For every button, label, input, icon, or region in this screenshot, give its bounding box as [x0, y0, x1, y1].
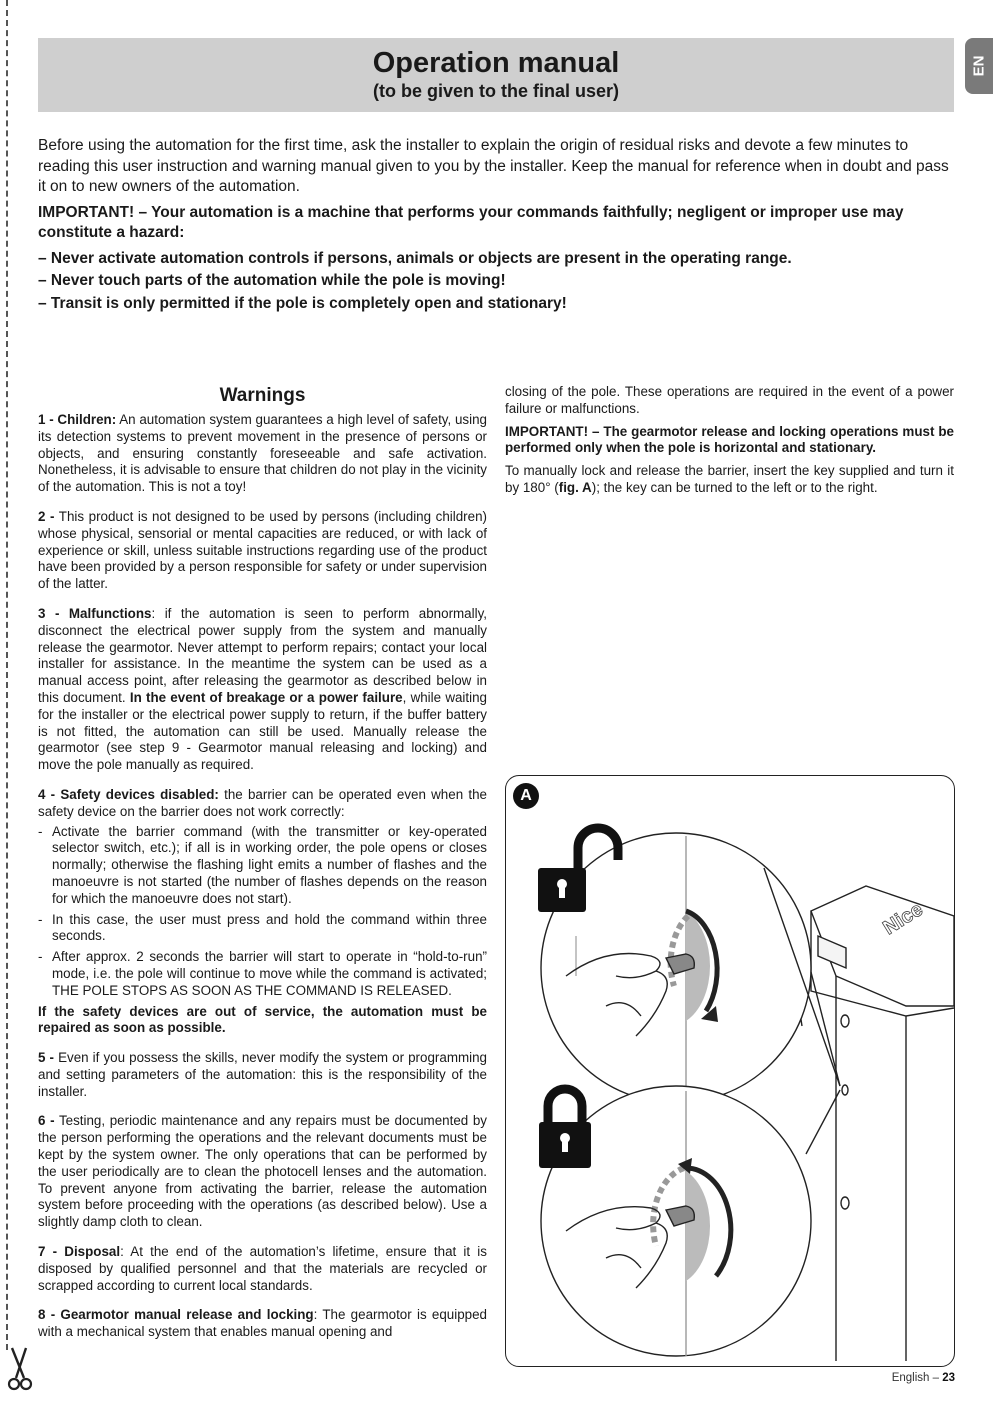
release-text: To manually lock and release the barrier, insert the key supplied and turn it by 180° ( [505, 463, 954, 495]
warning-4-list [38, 824, 487, 1000]
cut-line [6, 0, 8, 1350]
warning-label: 8 - Gearmotor manual release and locking [38, 1307, 314, 1323]
barrier-post [797, 886, 954, 1361]
page-footer [892, 1372, 955, 1384]
warning-text: This product is not designed to be used by persons (including children) whose physical, sensorial or mental capacities are reduced, or with lack of experience or skill, unless suitable instructions regarding use of the product have been provided by a person responsible for safety or under supervision of the latter. [38, 508, 487, 592]
title-banner [38, 38, 954, 112]
padlock-closed-icon [539, 1089, 591, 1168]
release-text: ); the key can be turned to the left or to the right. [591, 479, 878, 495]
intro-important: IMPORTANT! – Your automation is a machine that performs your commands faithfully; negligent or improper use may constitute a hazard: [38, 203, 904, 241]
warning-7 [38, 1244, 487, 1294]
key-release-illustration [506, 776, 954, 1366]
warning-text: Testing, periodic maintenance and any repairs must be documented by the person performing the operations and the relevant documents must be kept by the system owner. The only operations that can be performed by the user periodically are to clean the photocell lenses and the automation. To prevent anyone from activating the barrier, release the automation system before proceeding with the operations (as described below). Use a slightly damp cloth to clean. [38, 1113, 487, 1230]
warning-label: 2 - [38, 508, 55, 524]
warning-label: 6 - [38, 1113, 55, 1129]
intro-rule: – Never touch parts of the automation while the pole is moving! [38, 272, 506, 289]
brand-logo: Nice [879, 898, 927, 940]
warning-label: 7 - Disposal [38, 1244, 121, 1260]
page-title: Operation manual [372, 47, 620, 79]
page-number: 23 [942, 1372, 955, 1384]
intro-section [38, 136, 954, 316]
warning-text: : if the automation is seen to perform abnormally, disconnect the electrical power supply from the system and manually release the gearmotor. Never attempt to perform repairs; contact your local installer for assistance. In the meantime the system can be used as a manual access point, after releasing the gearmotor as described below in this document. [38, 605, 487, 705]
intro-rule: – Transit is only permitted if the pole is completely open and stationary! [38, 294, 567, 312]
scissors-icon [4, 1346, 38, 1392]
warning-label: 3 - Malfunctions [38, 605, 152, 621]
footer-language: English – [891, 1372, 943, 1384]
figure-label: A [513, 783, 539, 809]
intro-rule: – Never activate automation controls if persons, animals or objects are present in the operating range. [38, 249, 792, 267]
warning-emphasis: In the event of breakage or a power failure [129, 689, 403, 705]
warning-label: 5 - [38, 1050, 54, 1066]
release-continued: closing of the pole. These operations are required in the event of a power failure or malfunctions. [505, 384, 954, 416]
figure-reference: fig. A [558, 479, 592, 495]
warning-label: 4 - Safety devices disabled: [38, 786, 219, 802]
list-item: - After approx. 2 seconds the barrier will start to operate in “hold-to-run” mode, i.e. the pole will continue to move while the command is activated; THE POLE STOPS AS SOON AS THE COMMAND IS RELEASED. [38, 949, 487, 999]
warning-6 [38, 1113, 487, 1231]
list-item: - In this case, the user must press and hold the command within three seconds. [38, 912, 487, 946]
warning-text: : The gearmotor is equipped with a mechanical system that enables manual opening and [38, 1307, 487, 1340]
warning-3 [38, 606, 487, 774]
release-instructions [505, 463, 954, 497]
warning-4 [38, 787, 487, 821]
language-tab-label: EN [970, 55, 988, 77]
list-item: - Activate the barrier command (with the transmitter or key-operated selector switch, etc.); if all is in working order, the pole opens or closes normally; otherwise the flashing light emits a number of flashes and the manoeuvre is not started (the number of flashes depends on the reason for which the manoeuvre does not start). [38, 824, 487, 908]
language-tab [965, 38, 993, 94]
warning-5 [38, 1050, 487, 1100]
warning-8 [38, 1307, 487, 1341]
release-column [505, 384, 954, 503]
warning-1 [38, 412, 487, 496]
release-important: IMPORTANT! – The gearmotor release and locking operations must be performed only when the pole is horizontal and stationary. [505, 423, 954, 456]
page-subtitle: (to be given to the final user) [372, 81, 619, 101]
figure-a [505, 775, 955, 1367]
warning-2 [38, 509, 487, 593]
warning-text: , while waiting for the installer or the electrical power supply to return, if the buffer battery is not fitted, the automation can still be used. Manually release the gearmotor (see step 9 - Gearmotor manual releasing and locking) and move the pole manually as required. [38, 689, 487, 773]
warning-label: 1 - Children: [38, 412, 117, 427]
warning-4-note: If the safety devices are out of service, the automation must be repaired as soon as possible. [38, 1003, 487, 1036]
intro-paragraph: Before using the automation for the first time, ask the installer to explain the origin of residual risks and devote a few minutes to reading this user instruction and warning manual given to you by the installer. Keep the manual for reference when in doubt and pass it on to new owners of the automation. [38, 137, 949, 195]
warning-text: An automation system guarantees a high level of safety, using its detection systems to prevent movement in the presence of persons or objects, and ensuring constantly foreseeable and safe activation. Nonetheless, it is advisable to ensure that children do not play in the vicinity of the automation. This is not a toy! [38, 412, 487, 495]
warning-text: : At the end of the automation’s lifetime, ensure that it is disposed by qualified personnel and that the materials are recycled or scrapped according to current local standards. [38, 1244, 487, 1293]
warning-text: the barrier can be operated even when the safety device on the barrier does not work correctly: [38, 786, 487, 819]
warning-text: Even if you possess the skills, never modify the system or programming and setting parameters of the automation: this is the responsibility of the installer. [38, 1050, 487, 1099]
warnings-heading: Warnings [219, 385, 306, 406]
warnings-column [38, 382, 487, 1354]
